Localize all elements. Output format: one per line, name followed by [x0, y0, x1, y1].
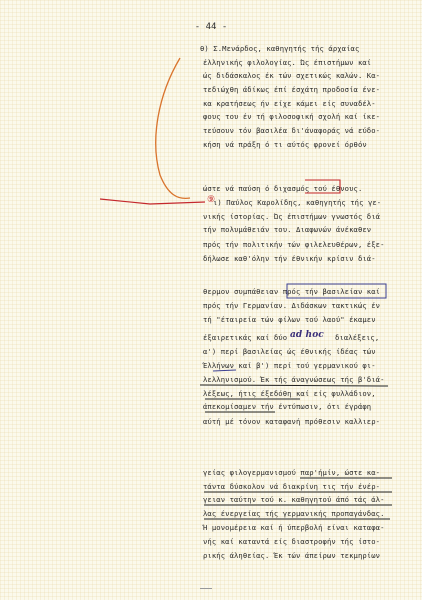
- text-line: γειαν ταύτην τού κ. καθηγητού άπό τάς άλ-: [203, 495, 385, 504]
- text-line: Έλλήνων καί β') περί τού γερμανικού φι-: [203, 361, 376, 370]
- text-line: πρός τήν πολιτικήν τών φιλελευθέρων, έξε-: [203, 240, 385, 249]
- text-line: άπεκομίσαμεν τήν έντύπωσιν, ότι έγράφη: [203, 402, 372, 411]
- text-line: διαλέξεις,: [335, 333, 380, 342]
- text-line: λέξεως, ήτις έξεδόθη καί είς φυλλάδιον,: [203, 389, 376, 398]
- margin-annotation: ⑨: [207, 195, 216, 205]
- text-line: νικής ίστορίας. Ώς έπιστήμων γνωστός διά: [203, 212, 381, 221]
- text-line: α') περί βασιλείας ώς έθνικής ίδέας τών: [203, 347, 376, 356]
- text-line: ι) Παύλος Καρολίδης, καθηγητής τής γε-: [213, 198, 382, 207]
- text-line: Ή μονομέρεια καί ή ύπερβολή είναι καταφα-: [203, 523, 385, 532]
- text-line: ώστε νά παύση ό διχασμός τού έθνους.: [203, 184, 363, 193]
- text-line: φους του έν τή φιλοσοφική σχολή καί ίκε-: [203, 112, 381, 121]
- text-line: νής καί καταντά είς διαστροφήν τής ίστο-: [203, 537, 381, 546]
- text-line: θ) Σ.Μενάρδος, καθηγητής τής άρχαίας: [200, 44, 360, 53]
- handwritten-insert: ad hoc: [290, 330, 324, 340]
- text-line: τεύσουν τόν βασιλέα δι'άναφοράς νά εύδο-: [203, 126, 381, 135]
- text-line: τή "έταιρεία τών φίλων τού λαού" έκαμεν: [203, 315, 376, 324]
- text-line: τάντα δύσκολον νά διακρίνη τις τήν ένέρ-: [203, 482, 381, 491]
- text-line: γείας φιλογερμανισμού παρ'ήμίν, ώστε κα-: [203, 468, 381, 477]
- text-line: τεδιώχθη άδίκως έπί έσχάτη προδοσία ένε-: [203, 85, 381, 94]
- text-line: θερμον συμπάθειαν πρός τήν βασιλείαν καί: [203, 287, 381, 296]
- text-line: κήση νά πράξη ό τι αύτός φρονεί όρθόν: [203, 140, 367, 149]
- text-line: ρικής άληθείας. Έκ τών άπείρων τεκμηρίων: [203, 551, 381, 560]
- text-line: λας ένεργείας τής γερμανικής προπαγάνδας.: [203, 509, 385, 518]
- text-line: τήν πολυμάθειάν του. Διαφωνών άνέκαθεν: [203, 225, 372, 234]
- text-line: αύτή μέ τόνον καταφανή πρόθεσιν καλλιερ-: [203, 417, 381, 426]
- page-number: - 44 -: [194, 22, 228, 32]
- text-line: έλληνικής φιλολογίας. Ώς έπιστήμων καί: [203, 58, 372, 67]
- text-line: έξαιρετικάς καί δύο: [203, 333, 288, 342]
- text-line: δήλωσε καθ'όλην τήν έθνικήν κρίσιν διά-: [203, 254, 376, 263]
- footer-rule: [200, 588, 212, 589]
- text-line: ώς διδάσκαλος έκ τών σχετικώς καλών. Κα-: [203, 71, 381, 80]
- text-line: λελληνισμού. Έκ τής άναγνώσεως τής β'διά-: [203, 375, 385, 384]
- text-line: κα κρατήσεως ήν είχε κάμει είς συναδέλ-: [203, 99, 376, 108]
- text-line: πρός τήν Γερμανίαν. Διδάσκων τακτικώς έν: [203, 301, 381, 310]
